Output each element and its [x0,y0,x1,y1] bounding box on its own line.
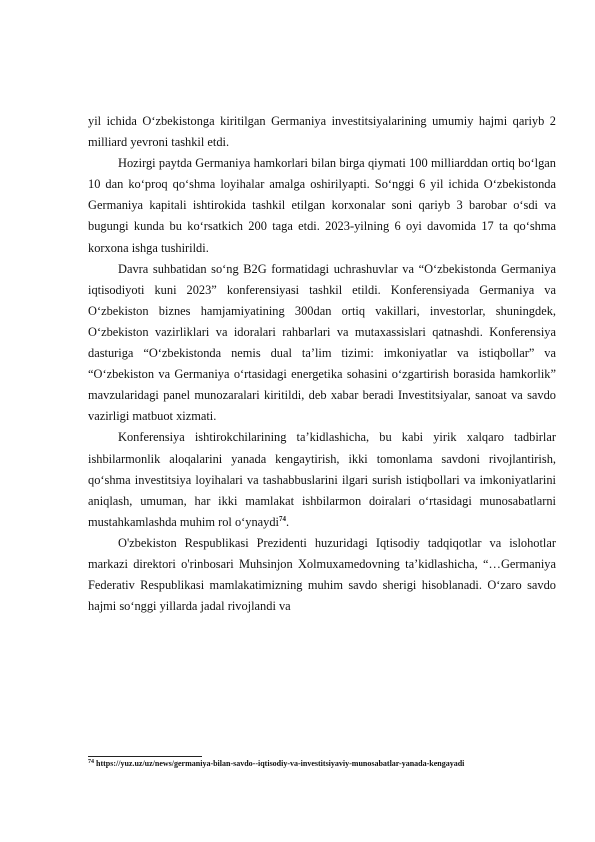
paragraph-1: yil ichida O‘zbekistonga kiritilgan Germaniya investitsiyalarining umumiy hajmi qariyb 2 milliard yevroni tashkil etdi. [88,114,556,150]
footnote-separator [88,756,202,757]
footnote-number: 74 [88,759,94,765]
document-body [88,111,556,617]
footnote-reference[interactable]: 74 [279,514,286,523]
footnote [88,759,558,769]
paragraph-4-tail: . [286,514,290,529]
footnote-link[interactable]: https://yuz.uz/uz/news/germaniya-bilan-savdo--iqtisodiy-va-investitsiyaviy-munosabatlar-yanada-kengayadi [96,759,465,768]
paragraph-2: Hozirgi paytda Germaniya hamkorlari bilan birga qiymati 100 milliarddan ortiq bo‘lgan 10 dan ko‘proq qo‘shma loyihalar amalga oshirilyapti. So‘nggi 6 yil ichida O‘zbekistonda Germaniya kapitali ishtirokida tashkil etilgan korxonalar soni qariyb 3 barobar o‘sdi va bugungi kunda bu ko‘rsatkich 200 taga etdi. 2023-yilning 6 oyi davomida 17 ta qo‘shma korxona ishga tushirildi. [88,156,556,255]
paragraph-4 [88,427,556,532]
paragraph-4-text: Konferensiya ishtirokchilarining ta’kidlashicha, bu kabi yirik xalqaro tadbirlar ishbilarmonlik aloqalarini yanada kengaytirish, ikki tomonlama savdoni rivojlantirish, qo‘shma investitsiya loyihalari va tashabbuslarini ilgari surish istiqbollari va imkoniyatlarini aniqlash, umuman, har ikki mamlakat ishbilarmon doiralari o‘rtasidagi munosabatlarni mustahkamlashda muhim rol o‘ynaydi [88,430,556,529]
paragraph-5: O'zbekiston Respublikasi Prezidenti huzuridagi Iqtisodiy tadqiqotlar va islohotlar markazi direktori o'rinbosari Muhsinjon Xolmuxamedovning ta’kidlashicha, “…Germaniya Federativ Respublikasi mamlakatimizning muhim savdo sherigi hisoblanadi. O‘zaro savdo hajmi so‘nggi yillarda jadal rivojlandi va [88,535,556,614]
paragraph-3: Davra suhbatidan so‘ng B2G formatidagi uchrashuvlar va “O‘zbekistonda Germaniya iqtisodiyoti kuni 2023” konferensiyasi tashkil etildi. Konferensiyada Germaniya va O‘zbekiston biznes hamjamiyatining 300dan ortiq vakillari, investorlar, shuningdek, O‘zbekiston vazirliklari va idoralari rahbarlari va mutaxassislari qatnashdi. Konferensiya dasturiga “O‘zbekistonda nemis dual ta’lim tizimi: imkoniyatlar va istiqbollar” va “O‘zbekiston va Germaniya o‘rtasidagi energetika sohasini o‘zgartirish borasida hamkorlik” mavzularidagi panel munozaralari kiritildi, deb xabar beradi Investitsiyalar, sanoat va savdo vazirligi matbuot xizmati. [88,261,556,424]
